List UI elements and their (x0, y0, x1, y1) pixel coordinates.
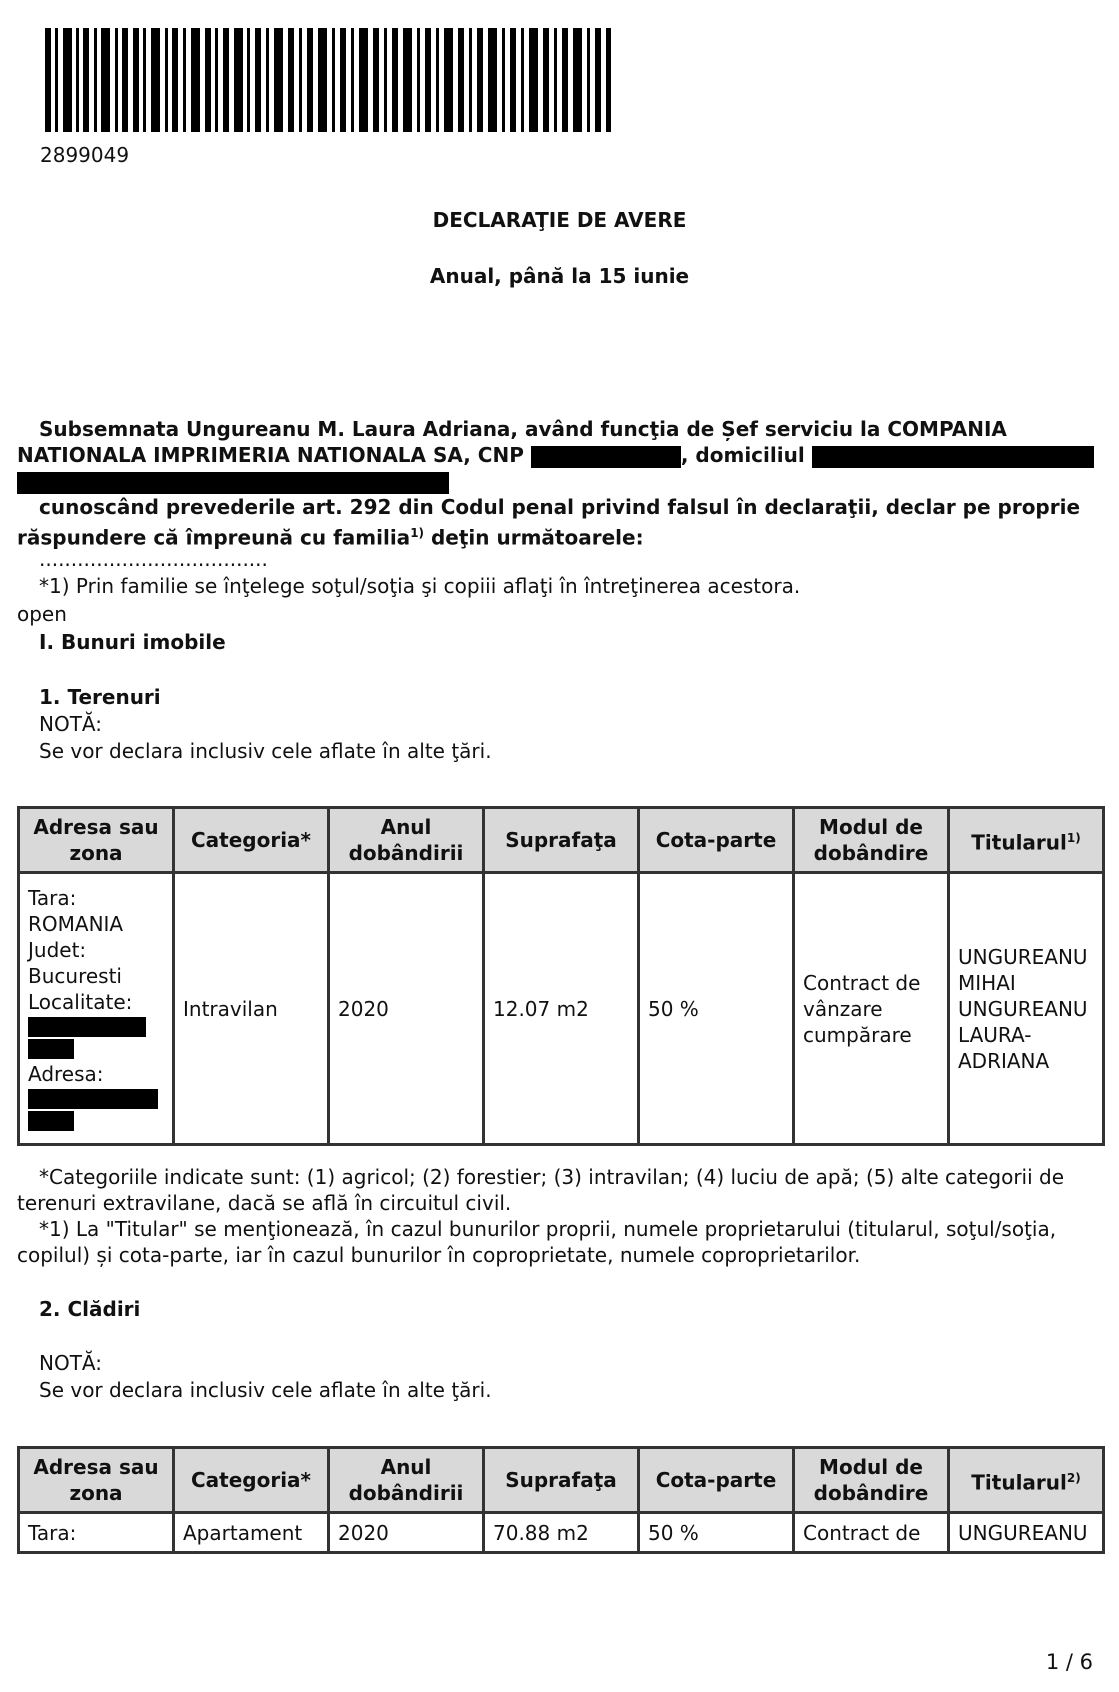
cell-modul: Contract de vânzare cumpărare (794, 873, 949, 1145)
titular-note: *1) La "Titular" se menţionează, în cazul bunurilor proprii, numele proprietarului (titularul, soţul/soţia, (39, 1217, 1057, 1241)
cell-adresa: Tara: (19, 1513, 174, 1553)
declaration-line-5-end: deţin următoarele: (424, 525, 644, 550)
address-line: Bucuresti (28, 963, 122, 988)
open-label: open (17, 602, 67, 626)
col-titular (949, 1448, 1104, 1513)
redacted-localitate (28, 1017, 146, 1037)
col-adresa: Adresa sau zona (19, 808, 174, 873)
redacted-cnp (531, 446, 681, 468)
redacted-address-cont (17, 472, 449, 494)
redacted-adresa-cont (28, 1111, 74, 1131)
declaration-line-5-text: răspundere că împreună cu familia (17, 525, 411, 550)
cell-adresa (19, 873, 174, 1145)
document-title: DECLARAŢIE DE AVERE (432, 208, 687, 232)
declaration-line-2-part-b: , domiciliul (680, 443, 805, 467)
declaration-line-1: Subsemnata Ungureanu M. Laura Adriana, având funcţia de Șef serviciu la COMPANIA (39, 417, 1007, 441)
dots-line: .................................... (39, 547, 268, 571)
col-suprafata: Suprafaţa (484, 808, 639, 873)
cell-suprafata: 12.07 m2 (484, 873, 639, 1145)
col-modul: Modul de dobândire (794, 808, 949, 873)
page-number: 1 / 6 (1045, 1650, 1093, 1674)
col-adresa: Adresa sau zona (19, 1448, 174, 1513)
col-cota: Cota-parte (639, 808, 794, 873)
terenuri-nota-text: Se vor declara inclusiv cele aflate în alte ţări. (39, 739, 492, 763)
redacted-localitate-cont (28, 1039, 74, 1059)
categorii-note-cont: terenuri extravilane, dacă se află în circuitul civil. (17, 1191, 512, 1215)
address-line: Localitate: (28, 989, 133, 1014)
col-categoria: Categoria* (174, 1448, 329, 1513)
family-footnote: *1) Prin familie se înţelege soţul/soţia şi copiii aflaţi în întreţinerea acestora. (39, 574, 801, 598)
cell-cota: 50 % (639, 1513, 794, 1553)
col-titular-label: Titularul (971, 1470, 1067, 1495)
table-header-row (19, 808, 1104, 873)
col-categoria: Categoria* (174, 808, 329, 873)
col-titular-sup: 1) (1066, 830, 1081, 845)
cladiri-nota-text: Se vor declara inclusiv cele aflate în alte ţări. (39, 1378, 492, 1402)
cell-categoria: Apartament (174, 1513, 329, 1553)
section-terenuri-title: 1. Terenuri (39, 685, 161, 709)
cell-anul: 2020 (329, 873, 484, 1145)
categorii-note: *Categoriile indicate sunt: (1) agricol; (2) forestier; (3) intravilan; (4) luciu de apă; (5) alte categorii de (39, 1165, 1065, 1189)
address-line: ROMANIA (28, 911, 124, 936)
declaration-line-2 (17, 442, 1107, 468)
declaration-line-4: cunoscând prevederile art. 292 din Codul penal privind falsul în declaraţii, declar pe proprie (39, 495, 1081, 519)
cell-anul: 2020 (329, 1513, 484, 1553)
cell-titular: UNGUREANU MIHAI UNGUREANU LAURA-ADRIANA (949, 873, 1104, 1145)
cell-suprafata: 70.88 m2 (484, 1513, 639, 1553)
col-suprafata: Suprafaţa (484, 1448, 639, 1513)
titular-note-cont: copilul) și cota-parte, iar în cazul bunurilor în coproprietate, numele coproprietarilor. (17, 1243, 861, 1267)
barcode (45, 28, 611, 132)
col-anul: Anul dobândirii (329, 808, 484, 873)
table-header-row (19, 1448, 1104, 1513)
table-row (19, 1513, 1104, 1553)
col-titular-sup: 2) (1066, 1470, 1081, 1485)
declaration-line-2-part-a: NATIONALA IMPRIMERIA NATIONALA SA, CNP (17, 443, 524, 467)
cladiri-nota: NOTĂ: (39, 1351, 102, 1375)
section-cladiri-title: 2. Clădiri (39, 1297, 141, 1321)
redacted-address (812, 446, 1094, 468)
footnote-marker: 1) (410, 526, 425, 540)
barcode-number: 2899049 (40, 143, 130, 167)
document-subtitle: Anual, până la 15 iunie (429, 264, 690, 288)
col-titular-label: Titularul (971, 830, 1067, 855)
address-label: Adresa: (28, 1061, 104, 1086)
col-cota: Cota-parte (639, 1448, 794, 1513)
col-modul: Modul de dobândire (794, 1448, 949, 1513)
col-anul: Anul dobândirii (329, 1448, 484, 1513)
col-titular (949, 808, 1104, 873)
declaration-line-3 (17, 468, 1107, 494)
cell-modul: Contract de (794, 1513, 949, 1553)
table-row (19, 873, 1104, 1145)
redacted-adresa (28, 1089, 158, 1109)
cell-categoria: Intravilan (174, 873, 329, 1145)
cell-titular: UNGUREANU (949, 1513, 1104, 1553)
cladiri-table (17, 1446, 1105, 1554)
address-line: Tara: (28, 885, 77, 910)
terenuri-nota: NOTĂ: (39, 712, 102, 736)
address-line: Judet: (28, 937, 87, 962)
declaration-text (17, 416, 1107, 551)
terenuri-table (17, 806, 1105, 1146)
cell-cota: 50 % (639, 873, 794, 1145)
section-bunuri-imobile: I. Bunuri imobile (39, 630, 226, 654)
